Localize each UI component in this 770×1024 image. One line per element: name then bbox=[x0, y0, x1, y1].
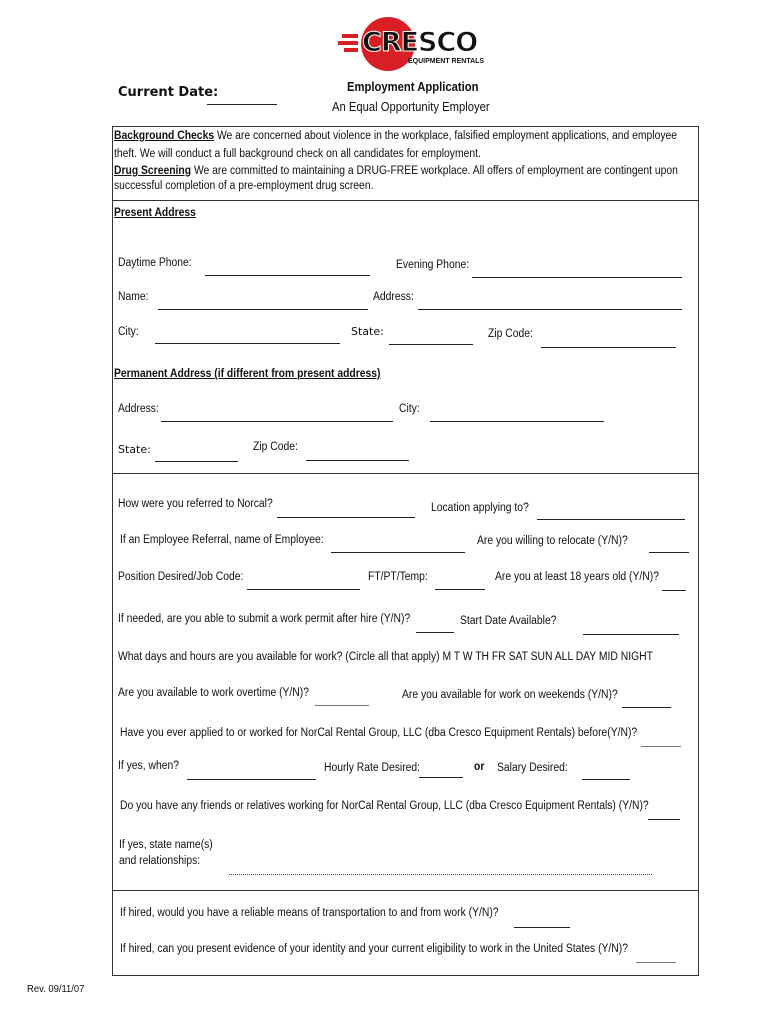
perm-city-label: City: bbox=[399, 403, 420, 415]
permanent-address-heading: Permanent Address (if different from present address) bbox=[114, 368, 381, 380]
ftpt-field[interactable] bbox=[435, 589, 485, 590]
relatives-label: Do you have any friends or relatives working for NorCal Rental Group, LLC (dba Cresco Equipment Rentals) (Y/N)? bbox=[120, 800, 649, 812]
daytime-phone-label: Daytime Phone: bbox=[118, 257, 192, 269]
position-field[interactable] bbox=[247, 589, 360, 590]
names-relationships-field[interactable] bbox=[229, 874, 652, 875]
weekends-label: Are you available for work on weekends (Y/N)? bbox=[402, 689, 618, 701]
background-check-heading: Background Checks bbox=[114, 130, 215, 142]
perm-state-label: State: bbox=[118, 443, 151, 456]
daytime-phone-field[interactable] bbox=[205, 275, 370, 276]
identity-label: If hired, can you present evidence of your identity and your current eligibility to work in the United States (Y/N)? bbox=[120, 943, 628, 955]
salary-label: Salary Desired: bbox=[497, 762, 568, 774]
perm-zip-label: Zip Code: bbox=[253, 441, 298, 453]
referred-field[interactable] bbox=[277, 517, 415, 518]
zip-label: Zip Code: bbox=[488, 328, 533, 340]
start-date-field[interactable] bbox=[583, 634, 679, 635]
perm-city-field[interactable] bbox=[430, 421, 604, 422]
referral-name-label: If an Employee Referral, name of Employee: bbox=[120, 534, 324, 546]
if-yes-when-label: If yes, when? bbox=[118, 760, 179, 772]
salary-field[interactable] bbox=[582, 779, 630, 780]
current-date-field[interactable] bbox=[207, 104, 277, 105]
weekends-field[interactable] bbox=[622, 707, 671, 708]
divider-questions bbox=[112, 890, 698, 891]
applied-before-label: Have you ever applied to or worked for NorCal Rental Group, LLC (dba Cresco Equipment Rentals) before(Y/N)? bbox=[120, 727, 638, 739]
or-label: or bbox=[474, 761, 485, 773]
relocate-field[interactable] bbox=[649, 552, 689, 553]
background-check-text-2: theft. We will conduct a full background check on all candidates for employment. bbox=[114, 148, 481, 160]
permit-label: If needed, are you able to submit a work permit after hire (Y/N)? bbox=[118, 613, 411, 625]
referral-name-field[interactable] bbox=[331, 552, 465, 553]
referred-label: How were you referred to Norcal? bbox=[118, 498, 273, 510]
drug-screening-text-2: successful completion of a pre-employment drug screen. bbox=[114, 180, 374, 192]
background-check-text: Background Checks We are concerned about violence in the workplace, falsified employment applications, and employee bbox=[114, 130, 678, 142]
location-label: Location applying to? bbox=[431, 502, 529, 514]
evening-phone-label: Evening Phone: bbox=[396, 259, 470, 271]
hourly-rate-label: Hourly Rate Desired: bbox=[324, 762, 421, 774]
identity-field[interactable] bbox=[636, 962, 676, 963]
state-label: State: bbox=[351, 325, 384, 338]
name-label: Name: bbox=[118, 291, 149, 303]
city-label: City: bbox=[118, 326, 139, 338]
overtime-field[interactable] bbox=[315, 705, 369, 706]
ftpt-label: FT/PT/Temp: bbox=[368, 571, 428, 583]
relocate-label: Are you willing to relocate (Y/N)? bbox=[477, 535, 628, 547]
form-title: Employment Application bbox=[347, 80, 479, 94]
name-field[interactable] bbox=[158, 309, 368, 310]
perm-address-field[interactable] bbox=[161, 421, 393, 422]
perm-zip-field[interactable] bbox=[306, 460, 409, 461]
logo-sub-text: EQUIPMENT RENTALS bbox=[408, 58, 485, 65]
if-yes-when-field[interactable] bbox=[187, 779, 316, 780]
hourly-rate-field[interactable] bbox=[419, 777, 463, 778]
age-label: Are you at least 18 years old (Y/N)? bbox=[495, 571, 659, 583]
revision-label: Rev. 09/11/07 bbox=[27, 983, 85, 995]
applied-before-field[interactable] bbox=[641, 746, 681, 747]
age-field[interactable] bbox=[662, 590, 686, 591]
permit-field[interactable] bbox=[416, 632, 454, 633]
divider-policy bbox=[112, 200, 698, 201]
perm-state-field[interactable] bbox=[155, 461, 238, 462]
address-label: Address: bbox=[373, 291, 414, 303]
names-label-1: If yes, state name(s) bbox=[119, 839, 213, 851]
zip-field[interactable] bbox=[541, 347, 676, 348]
availability-days-label: What days and hours are you available for work? (Circle all that apply) M T W TH FR SAT SUN ALL DAY MID NIGHT bbox=[118, 651, 653, 663]
present-address-heading: Present Address bbox=[114, 207, 196, 219]
drug-screening-text: Drug Screening We are committed to maintaining a DRUG-FREE workplace. All offers of employment are contingent upon bbox=[114, 165, 678, 177]
form-subtitle: An Equal Opportunity Employer bbox=[332, 100, 490, 114]
drug-screening-heading: Drug Screening bbox=[114, 165, 192, 177]
evening-phone-field[interactable] bbox=[472, 277, 682, 278]
divider-address bbox=[112, 473, 698, 474]
overtime-label: Are you available to work overtime (Y/N)? bbox=[118, 687, 309, 699]
current-date-label: Current Date: bbox=[118, 85, 219, 100]
logo-brand-text: CRESCO bbox=[362, 27, 478, 58]
start-date-label: Start Date Available? bbox=[460, 615, 557, 627]
transport-label: If hired, would you have a reliable means of transportation to and from work (Y/N)? bbox=[120, 907, 499, 919]
transport-field[interactable] bbox=[514, 927, 570, 928]
address-field[interactable] bbox=[418, 309, 682, 310]
perm-address-label: Address: bbox=[118, 403, 159, 415]
position-label: Position Desired/Job Code: bbox=[118, 571, 244, 583]
location-field[interactable] bbox=[537, 519, 685, 520]
names-label-2: and relationships: bbox=[119, 855, 201, 867]
city-field[interactable] bbox=[155, 343, 340, 344]
state-field[interactable] bbox=[389, 344, 473, 345]
relatives-field[interactable] bbox=[648, 819, 680, 820]
